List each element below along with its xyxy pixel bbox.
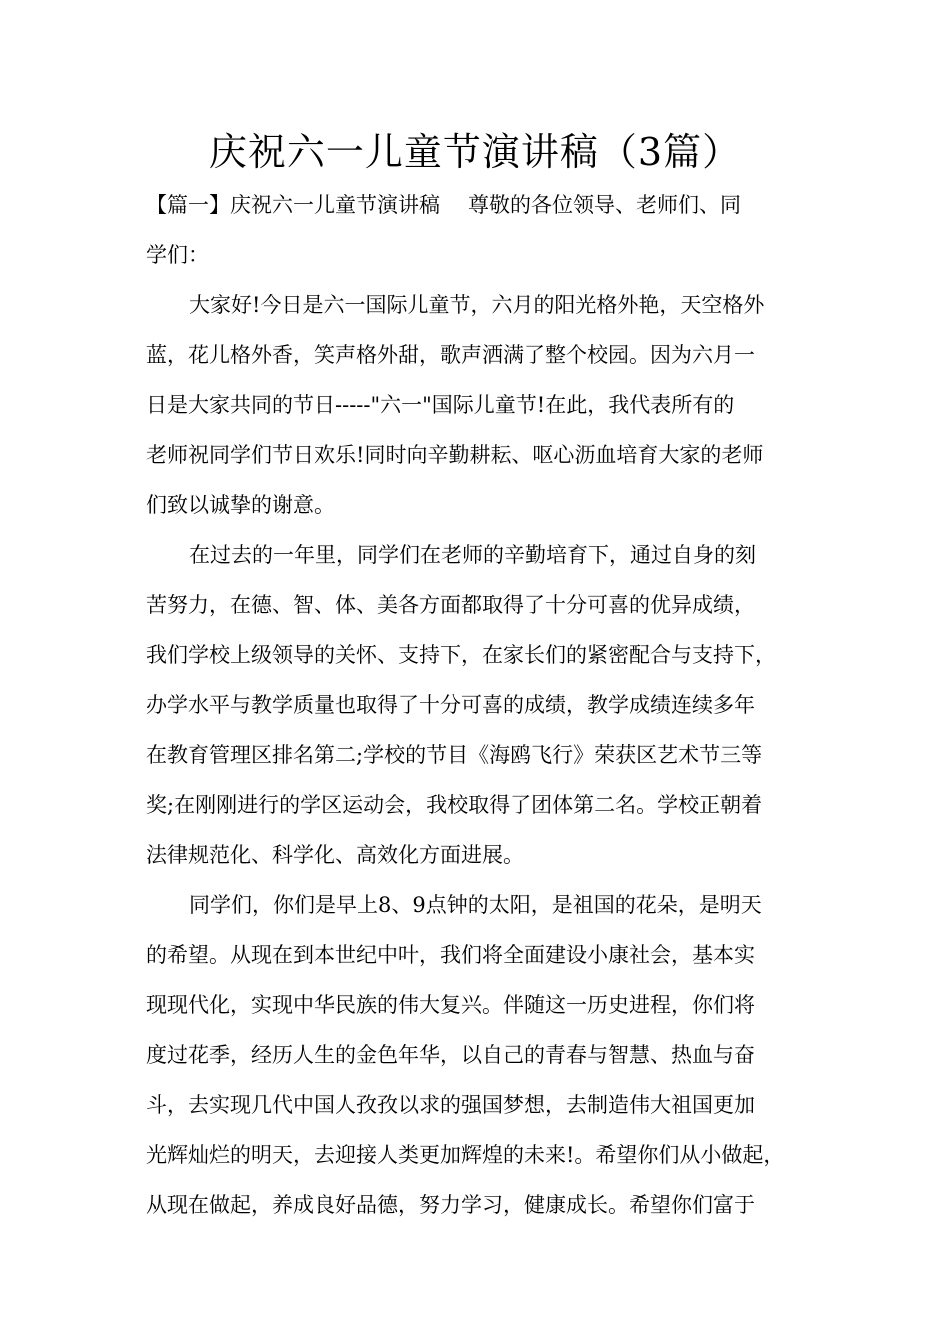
paragraph-line: 蓝，花儿格外香，笑声格外甜，歌声洒满了整个校园。因为六月一 [146,343,755,367]
paragraph-3 [146,880,836,1230]
paragraph-line: 办学水平与教学质量也取得了十分可喜的成绩，教学成绩连续多年 [146,693,755,717]
paragraph-line: 同学们，你们是早上8、9点钟的太阳，是祖国的花朵，是明天 [189,893,762,917]
paragraph-line: 们致以诚挚的谢意。 [146,493,335,517]
paragraph-line: 在教育管理区排名第二;学校的节目《海鸥飞行》荣获区艺术节三等 [146,743,763,767]
document-body [146,180,836,1230]
paragraph-line: 我们学校上级领导的关怀、支持下，在家长们的紧密配合与支持下， [146,643,776,667]
paragraph-line: 在过去的一年里，同学们在老师的辛勤培育下，通过自身的刻 [189,543,756,567]
heading-line [146,180,836,230]
paragraph-line: 度过花季，经历人生的金色年华，以自己的青春与智慧、热血与奋 [146,1043,755,1067]
paragraph-line: 奖;在刚刚进行的学区运动会，我校取得了团体第二名。学校正朝着 [146,793,763,817]
paragraph-line: 的希望。从现在到本世纪中叶，我们将全面建设小康社会，基本实 [146,943,755,967]
greeting-line: 尊敬的各位领导、老师们、同 [468,193,741,217]
paragraph-line: 从现在做起，养成良好品德，努力学习，健康成长。希望你们富于 [146,1193,755,1217]
paragraph-line: 法律规范化、科学化、高效化方面进展。 [146,843,524,867]
paragraph-line: 斗，去实现几代中国人孜孜以求的强国梦想，去制造伟大祖国更加 [146,1093,755,1117]
paragraph-2 [146,530,836,880]
greeting-continuation: 学们： [146,243,209,267]
paragraph-line: 日是大家共同的节日-----"六一"国际儿童节!在此，我代表所有的 [146,393,735,417]
section-label: 【篇一】庆祝六一儿童节演讲稿 [146,193,440,217]
document-title: 庆祝六一儿童节演讲稿（3篇） [208,130,742,174]
paragraph-line: 光辉灿烂的明天，去迎接人类更加辉煌的未来!。希望你们从小做起， [146,1143,785,1167]
paragraph-line: 现现代化，实现中华民族的伟大复兴。伴随这一历史进程，你们将 [146,993,755,1017]
paragraph-line: 大家好!今日是六一国际儿童节，六月的阳光格外艳，天空格外 [189,293,765,317]
paragraph-line: 老师祝同学们节日欢乐!同时向辛勤耕耘、呕心沥血培育大家的老师 [146,443,764,467]
paragraph-line: 苦努力，在德、智、体、美各方面都取得了十分可喜的优异成绩， [146,593,755,617]
paragraph-1 [146,280,836,530]
